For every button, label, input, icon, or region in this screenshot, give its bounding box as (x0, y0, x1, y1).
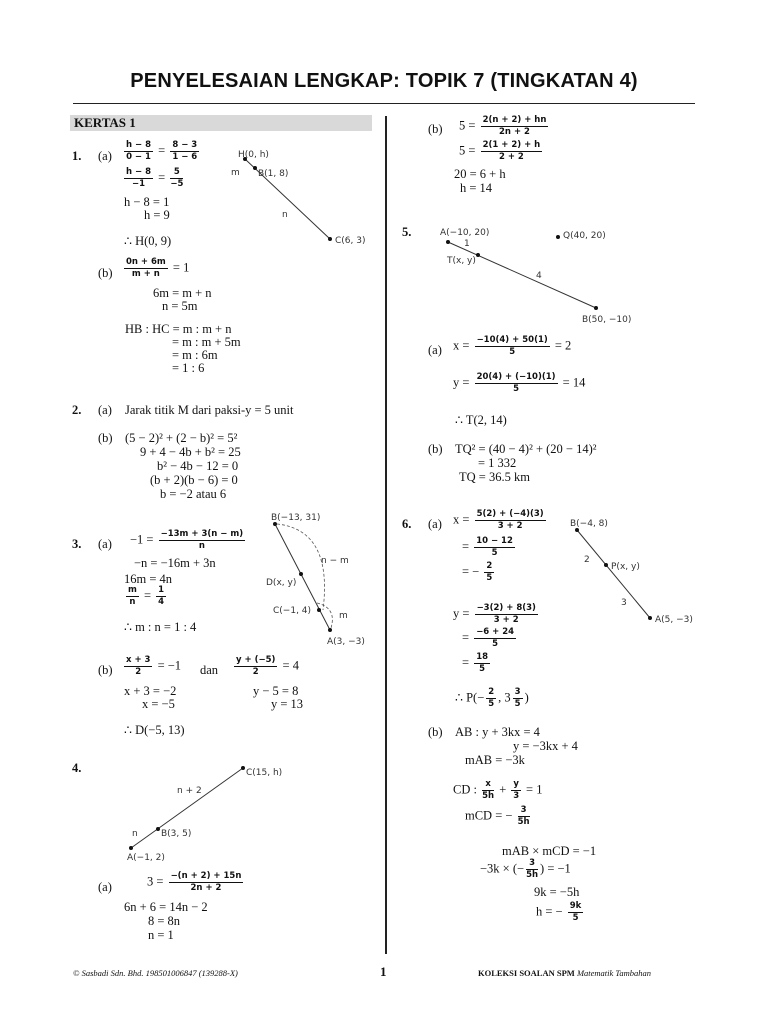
equation-line: 16m = 4n (124, 572, 173, 586)
point-label-t: T(x, y) (447, 256, 476, 266)
footer-book-title: KOLEKSI SOALAN SPM Matematik Tambahan (478, 968, 652, 978)
equation-line: x = $\frac{-10(4) + 50(1)}{5}$ = 2 (453, 335, 572, 358)
q4-diagram (115, 760, 295, 865)
equation-line: TQ = 36.5 km (459, 470, 530, 484)
equation-line: 6m = m + n (153, 286, 212, 300)
part-label: (b) (98, 266, 113, 280)
point-label-a: A(−10, 20) (440, 228, 490, 238)
ratio-label-m: m (339, 611, 348, 621)
point-label-b: B(−4, 8) (570, 519, 608, 529)
q6-diagram (560, 512, 700, 632)
equation-line: 9 + 4 − 4b + b² = 25 (140, 445, 241, 459)
equation-line: −3k × (− $\frac{3}{5h}$ ) = −1 (480, 858, 571, 881)
ratio-label-2: 2 (584, 555, 590, 565)
equation-line: x = −5 (142, 697, 175, 711)
point-label-d: D(x, y) (266, 578, 297, 588)
equation-line: 9k = −5h (534, 885, 580, 899)
equation-line: mCD = − $\frac{3}{5h}$ (465, 805, 530, 828)
part-label: (b) (428, 122, 443, 136)
part-label: (a) (98, 149, 112, 163)
part-label: (b) (98, 431, 113, 445)
equation-line: h = 9 (144, 208, 170, 222)
equation-line: x = $\frac{5(2) + (-4)(3)}{3 + 2}$ (453, 509, 544, 532)
point-label-a: A(−1, 2) (127, 853, 165, 863)
ratio-label-n: n (132, 829, 138, 839)
equation-line: $\frac{x + 3}{2}$ = −1 (126, 655, 182, 678)
equation-line: = m : m + 5m (172, 335, 241, 349)
equation-line: (5 − 2)² + (2 − b)² = 5² (125, 431, 238, 445)
part-label: (b) (428, 442, 443, 456)
point-label-c: C(−1, 4) (273, 606, 312, 616)
equation-line: 5 = $\frac{2(n + 2) + hn}{2n + 2}$ (459, 115, 547, 138)
title-rule (73, 103, 695, 104)
column-divider (385, 116, 387, 954)
part-label: (a) (98, 880, 112, 894)
part-label: (a) (428, 517, 442, 531)
point-label-q: Q(40, 20) (563, 231, 606, 241)
point-label-b: B(50, −10) (582, 315, 632, 325)
question-number-1: 1. (72, 149, 82, 163)
part-label: (b) (98, 663, 113, 677)
equation-line: 6n + 6 = 14n − 2 (124, 900, 208, 914)
question-number-6: 6. (402, 517, 412, 531)
equation-line: = m : 6m (172, 348, 218, 362)
equation-line: h = − $\frac{9k}{5}$ (536, 901, 582, 924)
question-number-3: 3. (72, 537, 82, 551)
equation-line: (b + 2)(b − 6) = 0 (150, 473, 238, 487)
equation-line: 8 = 8n (148, 914, 181, 928)
equation-line: TQ² = (40 − 4)² + (20 − 14)² (455, 442, 597, 456)
equation-line: y = −3kx + 4 (513, 739, 578, 753)
part-label: (a) (98, 537, 112, 551)
equation-line: $\frac{m}{n}$ = $\frac{1}{4}$ (128, 585, 165, 608)
result-line: ∴ H(0, 9) (124, 234, 172, 248)
equation-line: = − $\frac{2}{5}$ (462, 561, 493, 584)
equation-line: 3 = $\frac{-(n + 2) + 15n}{2n + 2}$ (147, 871, 242, 894)
q3-diagram (255, 510, 375, 650)
ratio-label-m: m (231, 168, 240, 178)
equation-line: = $\frac{-6 + 24}{5}$ (462, 627, 515, 650)
result-line: ∴ D(−5, 13) (124, 723, 185, 737)
equation-line: y = $\frac{-3(2) + 8(3)}{3 + 2}$ (453, 603, 536, 626)
point-label-c: C(6, 3) (335, 236, 366, 246)
equation-line: HB : HC = m : m + n (125, 322, 232, 336)
ratio-label-1: 1 (464, 239, 470, 249)
q5-diagram (430, 222, 650, 327)
result-line: ∴ m : n = 1 : 4 (124, 620, 197, 634)
equation-line: $\frac{0n + 6m}{m + n}$ = 1 (126, 257, 190, 280)
ratio-label-n: n (282, 210, 288, 220)
page-number: 1 (380, 964, 387, 979)
part-label: (b) (428, 725, 443, 739)
section-header: KERTAS 1 (70, 115, 372, 131)
result-line: ∴ T(2, 14) (455, 413, 507, 427)
equation-line: = $\frac{18}{5}$ (462, 652, 489, 675)
equation-line: x + 3 = −2 (124, 684, 177, 698)
equation-line: n = 5m (162, 299, 198, 313)
point-label-c: C(15, h) (246, 768, 283, 778)
conjunction: dan (200, 663, 219, 677)
equation-line: y − 5 = 8 (253, 684, 299, 698)
equation-line: b = −2 atau 6 (160, 487, 227, 501)
point-label-b: B(3, 5) (161, 829, 192, 839)
point-label-a: A(5, −3) (655, 615, 693, 625)
point-label-b: B(1, 8) (258, 169, 289, 179)
equation-line: $\frac{h - 8}{0 - 1}$ = $\frac{8 - 3}{1 - 6}$ (126, 140, 198, 163)
equation-line: mAB = −3k (465, 753, 525, 767)
result-line: ∴ P(− $\frac{2}{5}$ , 3 $\frac{3}{5}$ ) (455, 687, 529, 710)
equation-line: $\frac{y + (-5)}{2}$ = 4 (236, 655, 299, 678)
equation-line: b² − 4b − 12 = 0 (157, 459, 239, 473)
equation-line: h − 8 = 1 (124, 195, 170, 209)
equation-line: = 1 : 6 (172, 361, 205, 375)
point-label-h: H(0, h) (238, 150, 269, 160)
equation-line: h = 14 (460, 181, 493, 195)
equation-line: −n = −16m + 3n (134, 556, 216, 570)
equation-line: y = $\frac{20(4) + (-10)(1)}{5}$ = 14 (453, 372, 586, 395)
page-title: PENYELESAIAN LENGKAP: TOPIK 7 (TINGKATAN 4) (130, 70, 638, 92)
equation-line: mAB × mCD = −1 (502, 844, 597, 858)
question-number-4: 4. (72, 761, 82, 775)
ratio-label-3: 3 (621, 598, 627, 608)
equation-line: = 1 332 (478, 456, 517, 470)
equation-line: AB : y + 3kx = 4 (455, 725, 540, 739)
ratio-label-nm: n − m (321, 556, 349, 566)
point-label-b: B(−13, 31) (271, 513, 321, 523)
equation-line: y = 13 (271, 697, 304, 711)
equation-line: n = 1 (148, 928, 174, 942)
part-label: (a) (428, 343, 442, 357)
q1-diagram (225, 145, 375, 250)
point-label-p: P(x, y) (611, 562, 640, 572)
equation-line: $\frac{h - 8}{-1}$ = $\frac{5}{-5}$ (126, 167, 184, 190)
ratio-label-4: 4 (536, 271, 542, 281)
answer-text: Jarak titik M dari paksi-y = 5 unit (125, 403, 294, 417)
equation-line: = $\frac{10 - 12}{5}$ (462, 536, 513, 559)
footer-copyright: © Sasbadi Sdn. Bhd. 198501006847 (139288-X) (73, 968, 238, 978)
ratio-label-n2: n + 2 (177, 786, 202, 796)
equation-line: 5 = $\frac{2(1 + 2) + h}{2 + 2}$ (459, 140, 541, 163)
part-label: (a) (98, 403, 112, 417)
equation-line: −1 = $\frac{-13m + 3(n - m)}{n}$ (130, 529, 244, 552)
point-label-a: A(3, −3) (327, 637, 365, 647)
question-number-2: 2. (72, 403, 82, 417)
question-number-5: 5. (402, 225, 412, 239)
equation-line: 20 = 6 + h (454, 167, 506, 181)
equation-line: CD : $\frac{x}{5h}$ + $\frac{y}{3}$ = 1 (453, 779, 543, 802)
